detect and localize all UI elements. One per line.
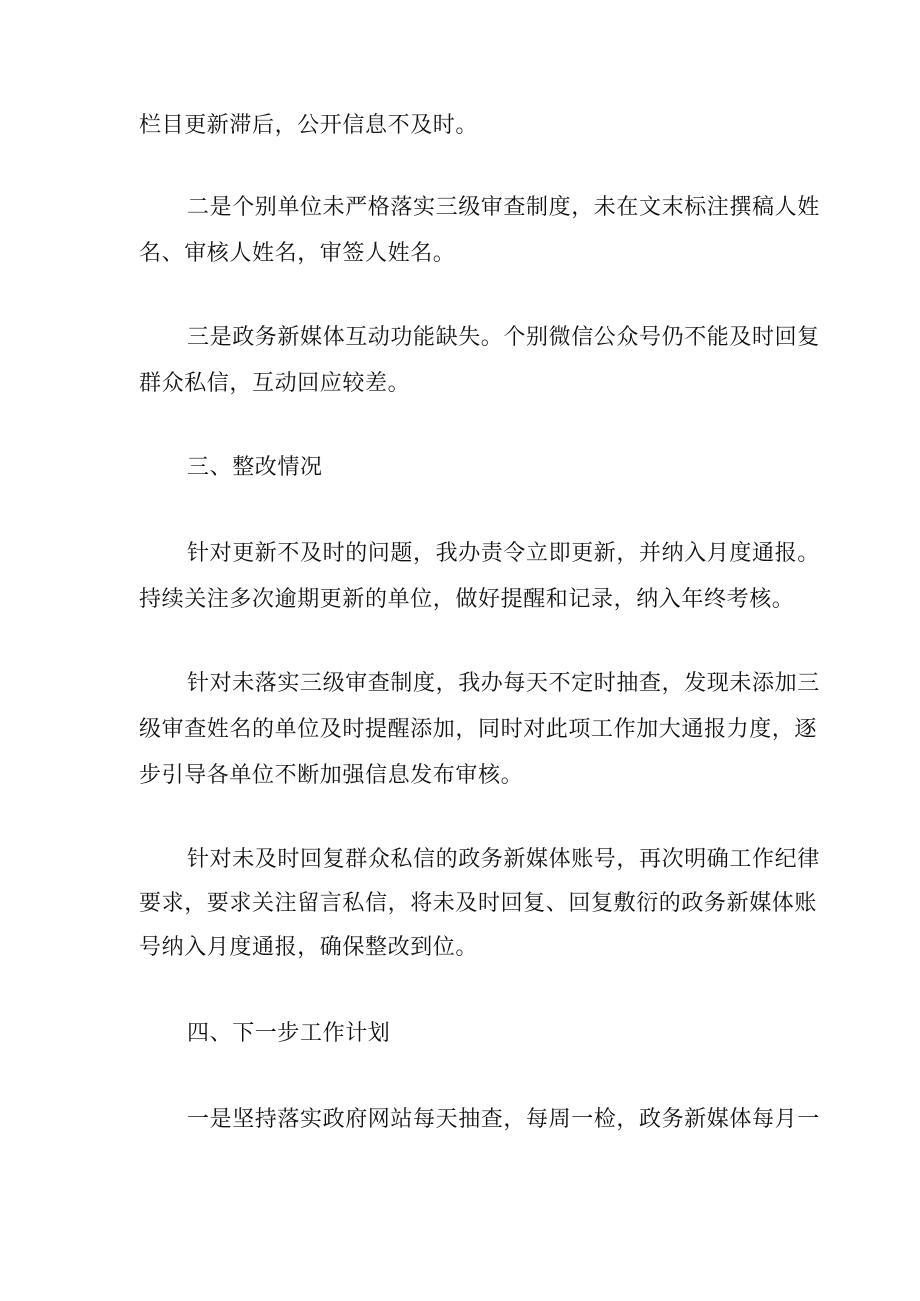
paragraph-line: 三是政务新媒体互动功能缺失。个别微信公众号仍不能及时回复 xyxy=(187,325,820,350)
section-heading: 四、下一步工作计划 xyxy=(187,1021,391,1046)
paragraph-line: 针对未及时回复群众私信的政务新媒体账号，再次明确工作纪律 xyxy=(187,847,820,872)
paragraph-line: 栏目更新滞后，公开信息不及时。 xyxy=(139,113,479,138)
paragraph-line: 级审查姓名的单位及时提醒添加，同时对此项工作加大通报力度，逐 xyxy=(139,717,818,742)
paragraph-line: 持续关注多次逾期更新的单位，做好提醒和记录，纳入年终考核。 xyxy=(139,587,795,612)
paragraph-line: 一是坚持落实政府网站每天抽查，每周一检，政务新媒体每月一 xyxy=(187,1107,820,1132)
paragraph-line: 群众私信，互动回应较差。 xyxy=(139,371,411,396)
paragraph-line: 名、审核人姓名，审签人姓名。 xyxy=(139,241,456,266)
paragraph-line: 步引导各单位不断加强信息发布审核。 xyxy=(139,763,524,788)
paragraph-line: 二是个别单位未严格落实三级审查制度，未在文末标注撰稿人姓 xyxy=(187,195,820,220)
paragraph-line: 针对更新不及时的问题，我办责令立即更新，并纳入月度通报。 xyxy=(187,541,820,566)
paragraph-line: 要求，要求关注留言私信，将未及时回复、回复敷衍的政务新媒体账 xyxy=(139,891,818,916)
section-heading: 三、整改情况 xyxy=(187,455,323,480)
paragraph-line: 针对未落实三级审查制度，我办每天不定时抽查，发现未添加三 xyxy=(187,671,820,696)
paragraph-line: 号纳入月度通报，确保整改到位。 xyxy=(139,935,479,960)
